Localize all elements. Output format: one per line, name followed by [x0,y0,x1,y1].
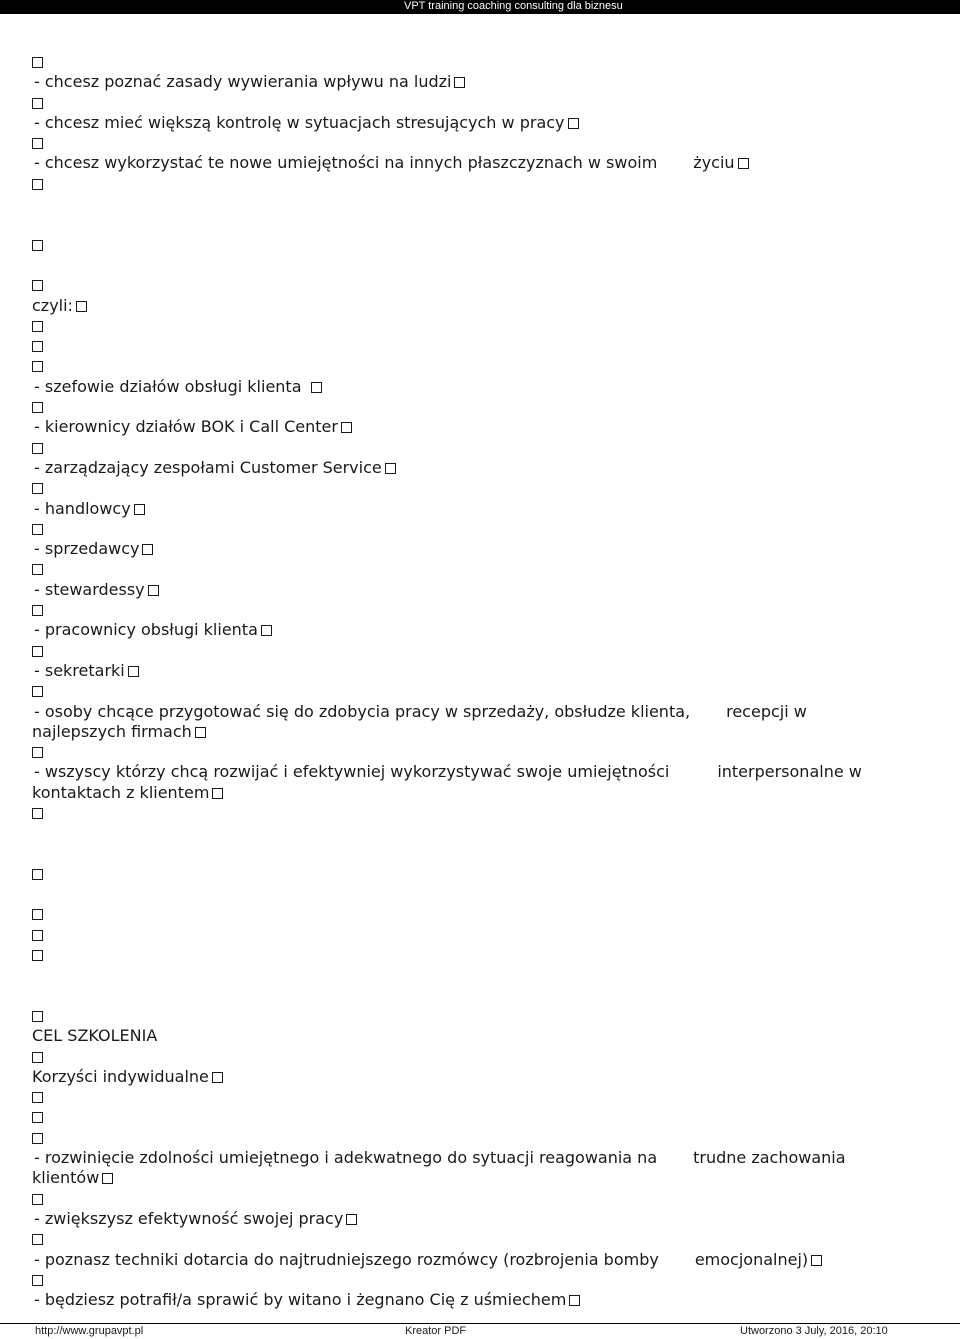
goal-heading: CEL SZKOLENIA [32,1026,158,1046]
placeholder-box-icon [32,1112,43,1123]
footer-creator: Kreator PDF [405,1325,467,1337]
audience-item: - handlowcy [34,498,131,518]
placeholder-box-icon [32,98,43,109]
intro-line-3: - chcesz wykorzystać te nowe umiejętności na innych płaszczyznach w swoim [34,153,658,173]
goal-benefit-4: - będziesz potrafił/a sprawić by witano i żegnano Cię z uśmiechem [34,1290,567,1310]
placeholder-box-icon [32,138,43,149]
placeholder-box-icon [569,1295,580,1306]
placeholder-box-icon [32,443,43,454]
audience-item: - zarządzający zespołami Customer Service [34,457,382,477]
audience-long-1: - osoby chcące przygotować się do zdobycia pracy w sprzedaży, obsłudze klienta, [34,701,691,721]
goal-benefit-3: - poznasz techniki dotarcia do najtrudniejszego rozmówcy (rozbrojenia bomby [34,1249,659,1269]
page-header-bar [0,0,960,14]
audience-item: - kierownicy działów BOK i Call Center [34,417,338,437]
goal-benefit-1: - rozwinięcie zdolności umiejętnego i adekwatnego do sytuacji reagowania na [34,1148,658,1168]
goal-benefit-1-end: klientów [32,1168,100,1188]
placeholder-box-icon [32,341,43,352]
placeholder-box-icon [32,605,43,616]
placeholder-box-icon [32,869,43,880]
footer-url: http://www.grupavpt.pl [35,1325,144,1337]
placeholder-box-icon [212,1072,223,1083]
placeholder-box-icon [32,57,43,68]
placeholder-box-icon [32,402,43,413]
placeholder-box-icon [102,1173,113,1184]
placeholder-box-icon [32,483,43,494]
placeholder-box-icon [32,646,43,657]
placeholder-box-icon [32,361,43,372]
placeholder-box-icon [568,118,579,129]
audience-long-1-cont: recepcji w [726,701,807,721]
placeholder-box-icon [134,504,145,515]
audience-item: - sprzedawcy [34,539,140,559]
audience-item: - stewardessy [34,579,145,599]
placeholder-box-icon [32,1052,43,1063]
placeholder-box-icon [261,625,272,636]
audience-long-2-cont: interpersonalne w [717,762,862,782]
placeholder-box-icon [195,727,206,738]
placeholder-box-icon [148,585,159,596]
placeholder-box-icon [32,1275,43,1286]
goal-benefit-1-cont: trudne zachowania [693,1148,846,1168]
intro-line-3-end: życiu [693,153,735,173]
placeholder-box-icon [32,808,43,819]
placeholder-box-icon [128,666,139,677]
audience-item: - sekretarki [34,660,125,680]
placeholder-box-icon [32,564,43,575]
audience-item: - pracownicy obsługi klienta [34,620,258,640]
placeholder-box-icon [32,747,43,758]
goal-benefit-3-cont: emocjonalnej) [694,1249,809,1269]
intro-line-2: - chcesz mieć większą kontrolę w sytuacjach stresujących w pracy [34,112,565,132]
placeholder-box-icon [32,1011,43,1022]
audience-long-2: - wszyscy którzy chcą rozwijać i efektywniej wykorzystywać swoje umiejętności [34,762,670,782]
placeholder-box-icon [32,1133,43,1144]
audience-long-2-end: kontaktach z klientem [32,782,210,802]
placeholder-box-icon [454,77,465,88]
placeholder-box-icon [32,240,43,251]
header-title: VPT training coaching consulting dla biznesu [404,0,623,12]
placeholder-box-icon [32,179,43,190]
placeholder-box-icon [32,950,43,961]
page-footer [0,1323,960,1339]
placeholder-box-icon [32,321,43,332]
placeholder-box-icon [341,422,352,433]
audience-item: - szefowie działów obsługi klienta [34,376,302,396]
placeholder-box-icon [811,1255,822,1266]
placeholder-box-icon [738,158,749,169]
placeholder-box-icon [142,544,153,555]
goal-subheading: Korzyści indywidualne [32,1066,209,1086]
placeholder-box-icon [32,909,43,920]
document-body [32,52,932,1310]
placeholder-box-icon [32,686,43,697]
footer-created: Utworzono 3 July, 2016, 20:10 [740,1325,888,1337]
intro-line-1: - chcesz poznać zasady wywierania wpływu na ludzi [34,72,452,92]
placeholder-box-icon [212,788,223,799]
placeholder-box-icon [32,1234,43,1245]
audience-heading: czyli: [32,295,73,315]
placeholder-box-icon [76,301,87,312]
audience-long-1-end: najlepszych firmach [32,721,192,741]
placeholder-box-icon [32,1194,43,1205]
placeholder-box-icon [385,463,396,474]
placeholder-box-icon [311,382,322,393]
placeholder-box-icon [32,524,43,535]
placeholder-box-icon [32,930,43,941]
placeholder-box-icon [32,1092,43,1103]
placeholder-box-icon [32,280,43,291]
placeholder-box-icon [346,1214,357,1225]
goal-benefit-2: - zwiększysz efektywność swojej pracy [34,1208,344,1228]
